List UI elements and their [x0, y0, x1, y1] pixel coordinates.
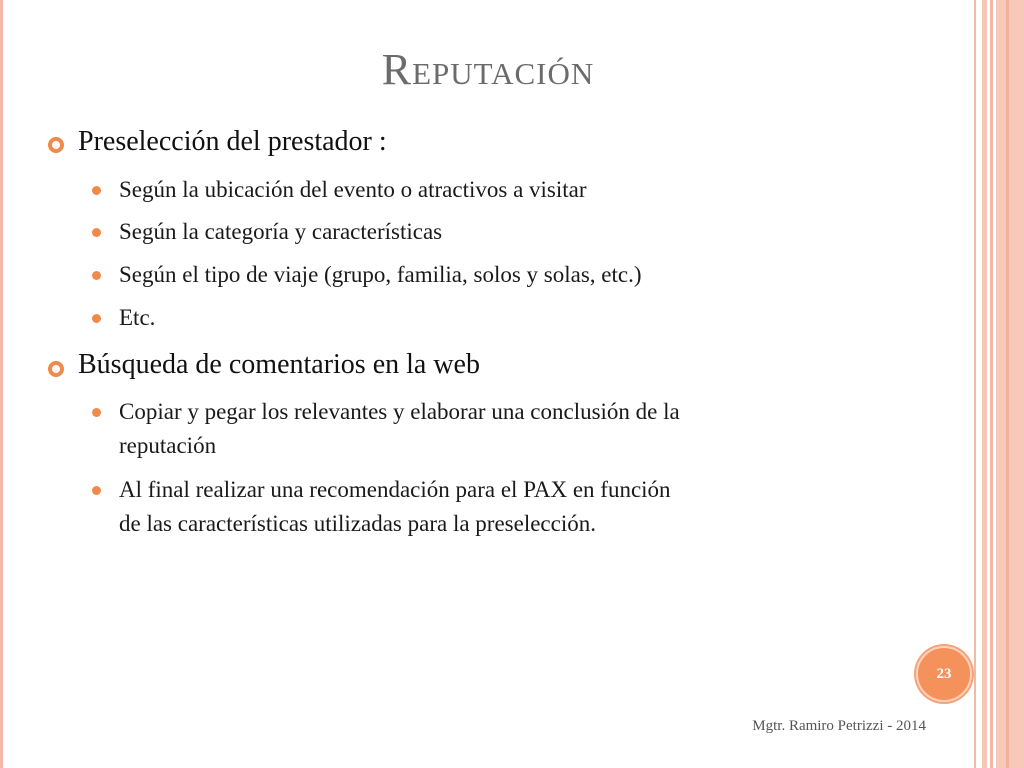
dot-bullet-icon — [92, 408, 101, 417]
footer-author: Mgtr. Ramiro Petrizzi - 2014 — [752, 718, 926, 734]
list-item: Copiar y pegar los relevantes y elaborar una conclusión de la — [119, 399, 680, 424]
decorative-band — [1006, 0, 1009, 768]
list-item: Según la categoría y características — [119, 219, 443, 244]
slide-title: Reputación — [381, 45, 595, 94]
decorative-band — [996, 0, 1024, 768]
dot-bullet-icon — [92, 271, 101, 280]
list-item: Según el tipo de viaje (grupo, familia, solos y solas, etc.) — [119, 262, 642, 287]
ring-bullet-icon — [48, 361, 64, 377]
list-item: Etc. — [119, 305, 156, 330]
ring-bullet-icon — [48, 137, 64, 153]
list-item: Según la ubicación del evento o atractivos a visitar — [119, 177, 587, 202]
dot-bullet-icon — [92, 314, 101, 323]
decorative-band — [982, 0, 987, 768]
page-number-badge: 23 — [916, 646, 972, 702]
dot-bullet-icon — [92, 228, 101, 237]
dot-bullet-icon — [92, 186, 101, 195]
decorative-band — [990, 0, 993, 768]
section-heading: Preselección del prestador : — [78, 126, 387, 157]
list-item: Al final realizar una recomendación para el PAX en función — [119, 477, 671, 502]
dot-bullet-icon — [92, 486, 101, 495]
list-item-continuation: de las características utilizadas para la preselección. — [119, 511, 596, 536]
list-item-continuation: reputación — [119, 433, 217, 458]
section-heading: Búsqueda de comentarios en la web — [78, 349, 480, 380]
